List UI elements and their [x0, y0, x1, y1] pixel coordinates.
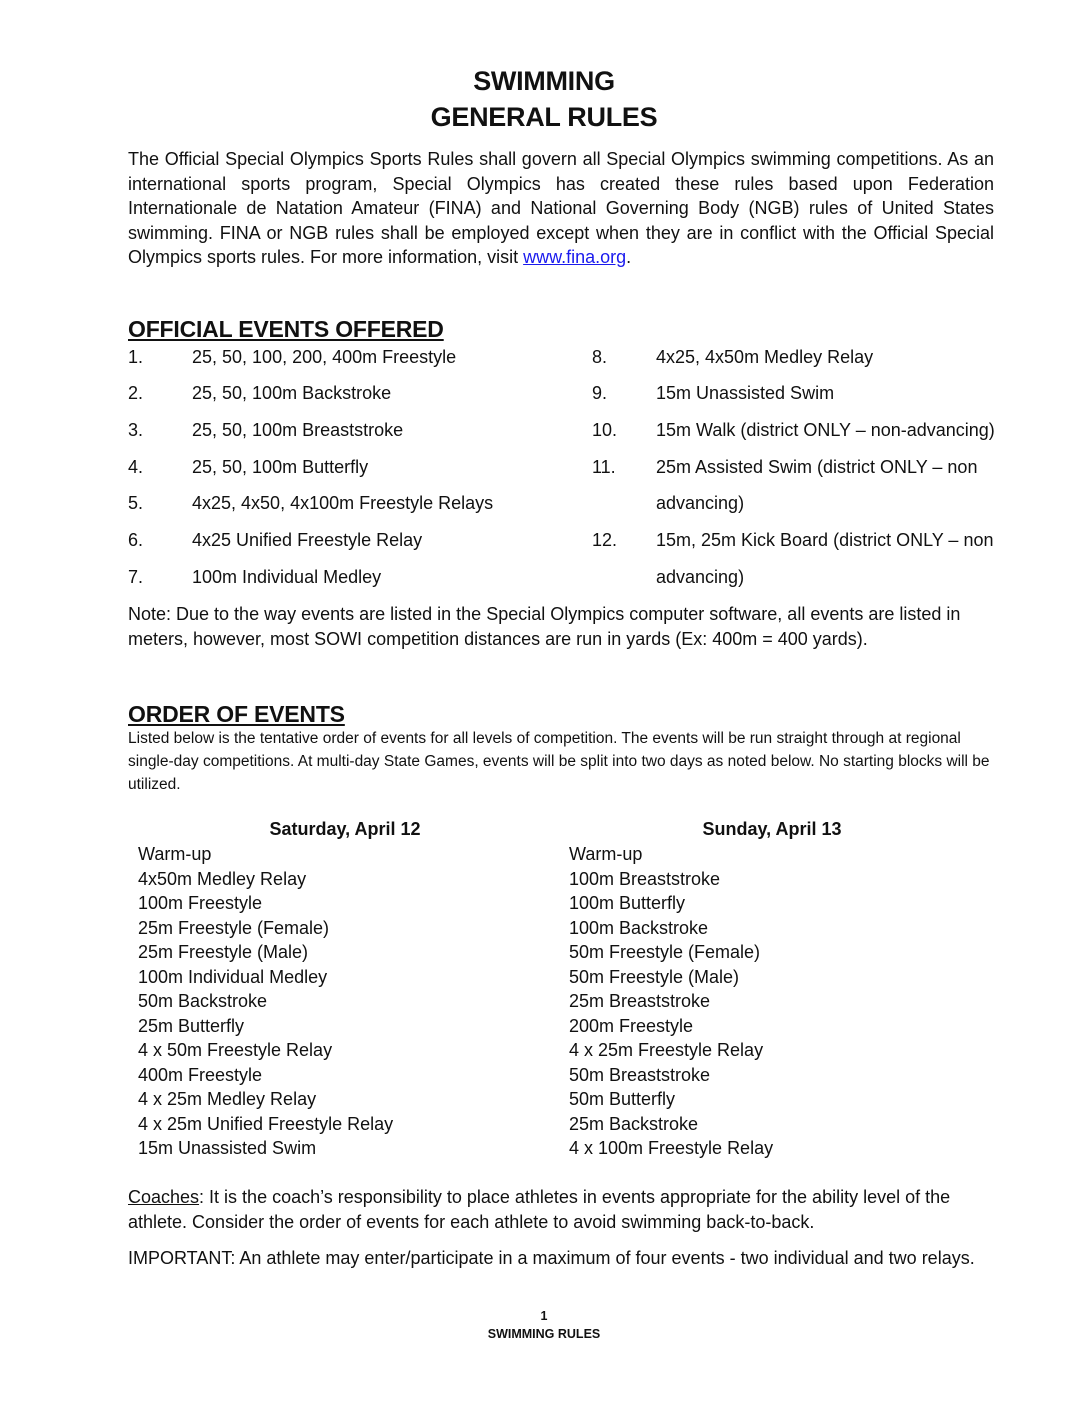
events-heading: OFFICIAL EVENTS OFFERED: [128, 316, 444, 342]
event-text: 25m Assisted Swim (district ONLY – non: [656, 457, 978, 477]
event-text: 25, 50, 100m Butterfly: [192, 457, 369, 477]
schedule-item: 200m Freestyle: [569, 1015, 694, 1036]
event-text: 15m Unassisted Swim: [656, 383, 835, 403]
event-text: 15m, 25m Kick Board (district ONLY – non: [656, 530, 994, 550]
event-number: 12.: [592, 530, 618, 550]
coaches-text: : It is the coach’s responsibility to place athletes in events appropriate for the ability level of the athlete. Consider the order of events for each athlete to avoid swimming back-to-back.: [128, 1187, 951, 1232]
order-description: Listed below is the tentative order of events for all levels of competition. The events will be run straight through at regional single-day competitions. At multi-day State Games, events will be split into two days as noted below. No starting blocks will be utilized.: [128, 730, 990, 793]
footer-label: SWIMMING RULES: [487, 1327, 601, 1341]
schedule-item: 50m Freestyle (Female): [569, 942, 761, 962]
page-subtitle: GENERAL RULES: [430, 102, 658, 132]
event-number: 1.: [128, 347, 144, 367]
event-number: 5.: [128, 493, 144, 513]
fina-link[interactable]: www.fina.org: [523, 247, 627, 267]
schedule-item: 25m Freestyle (Male): [138, 942, 309, 962]
important-note: IMPORTANT: An athlete may enter/participate in a maximum of four events - two individual and two relays.: [128, 1248, 975, 1268]
page-number: 1: [540, 1309, 548, 1323]
schedule-item: 50m Freestyle (Male): [569, 966, 740, 987]
schedule-item: 4 x 100m Freestyle Relay: [569, 1138, 774, 1158]
schedule-item: 100m Individual Medley: [138, 966, 328, 987]
schedule-item: 15m Unassisted Swim: [138, 1138, 317, 1158]
event-number: 2.: [128, 383, 144, 403]
intro-end: .: [626, 247, 632, 267]
schedule-item: Warm-up: [138, 844, 212, 864]
schedule-item: 25m Butterfly: [138, 1015, 245, 1036]
schedule-item: 50m Butterfly: [569, 1089, 676, 1109]
schedule-item: 4 x 50m Freestyle Relay: [138, 1040, 333, 1060]
intro-text: The Official Special Olympics Sports Rules shall govern all Special Olympics swimming competitions. As an international sports program, Special Olympics has created these rules based upon Federation Internationale de Natation Amateur (FINA) and National Governing Body (NGB) rules of United States swimming. FINA or NGB rules shall be employed except when they are in conflict with the Official Special Olympics sports rules. For more information, visit: [128, 149, 994, 267]
schedule-item: 100m Butterfly: [569, 893, 686, 913]
sunday-events-list: [569, 842, 773, 1161]
events-note: Note: Due to the way events are listed in the Special Olympics computer software, all events are listed in meters, however, most SOWI competition distances are run in yards (Ex: 400m = 400 yards).: [128, 604, 961, 649]
event-text: 25, 50, 100m Breaststroke: [192, 420, 404, 440]
schedule-item: 4 x 25m Unified Freestyle Relay: [138, 1113, 394, 1134]
page-title: SWIMMING: [473, 66, 615, 96]
intro-paragraph: [128, 147, 994, 270]
schedule-item: 100m Breaststroke: [569, 868, 721, 889]
event-number: 7.: [128, 567, 144, 587]
event-text: 4x25, 4x50m Medley Relay: [656, 347, 874, 367]
event-text: 15m Walk (district ONLY – non-advancing): [656, 420, 995, 440]
event-item-continuation: advancing): [656, 493, 745, 513]
event-number: 11.: [592, 457, 616, 477]
event-number: 6.: [128, 530, 144, 550]
schedule-item: 25m Backstroke: [569, 1113, 699, 1134]
event-text: 4x25 Unified Freestyle Relay: [192, 530, 423, 550]
saturday-events-list: [138, 842, 393, 1161]
event-number: 8.: [592, 347, 608, 367]
event-number: 10.: [592, 420, 618, 440]
schedule-item: 50m Backstroke: [138, 991, 268, 1011]
schedule-item: 25m Freestyle (Female): [138, 917, 330, 938]
event-number: 9.: [592, 383, 608, 403]
event-text: 100m Individual Medley: [192, 567, 382, 587]
event-text: 4x25, 4x50, 4x100m Freestyle Relays: [192, 493, 494, 513]
event-item-continuation: advancing): [656, 567, 745, 587]
schedule-item: 4x50m Medley Relay: [138, 868, 307, 889]
schedule-item: 100m Freestyle: [138, 893, 263, 913]
sunday-title: Sunday, April 13: [702, 819, 842, 839]
schedule-item: 400m Freestyle: [138, 1064, 263, 1085]
schedule-item: Warm-up: [569, 844, 643, 864]
order-heading: ORDER OF EVENTS: [128, 701, 345, 727]
coaches-paragraph: [128, 1185, 978, 1234]
event-number: 4.: [128, 457, 144, 477]
event-number: 3.: [128, 420, 144, 440]
event-text: 25, 50, 100m Backstroke: [192, 383, 392, 403]
saturday-title: Saturday, April 12: [269, 819, 421, 839]
coaches-label: Coaches: [128, 1187, 200, 1207]
schedule-item: 100m Backstroke: [569, 917, 709, 938]
event-text: 25, 50, 100, 200, 400m Freestyle: [192, 347, 457, 367]
schedule-item: 4 x 25m Medley Relay: [138, 1089, 317, 1109]
schedule-item: 50m Breaststroke: [569, 1064, 711, 1085]
schedule-item: 25m Breaststroke: [569, 991, 711, 1011]
schedule-item: 4 x 25m Freestyle Relay: [569, 1040, 764, 1060]
